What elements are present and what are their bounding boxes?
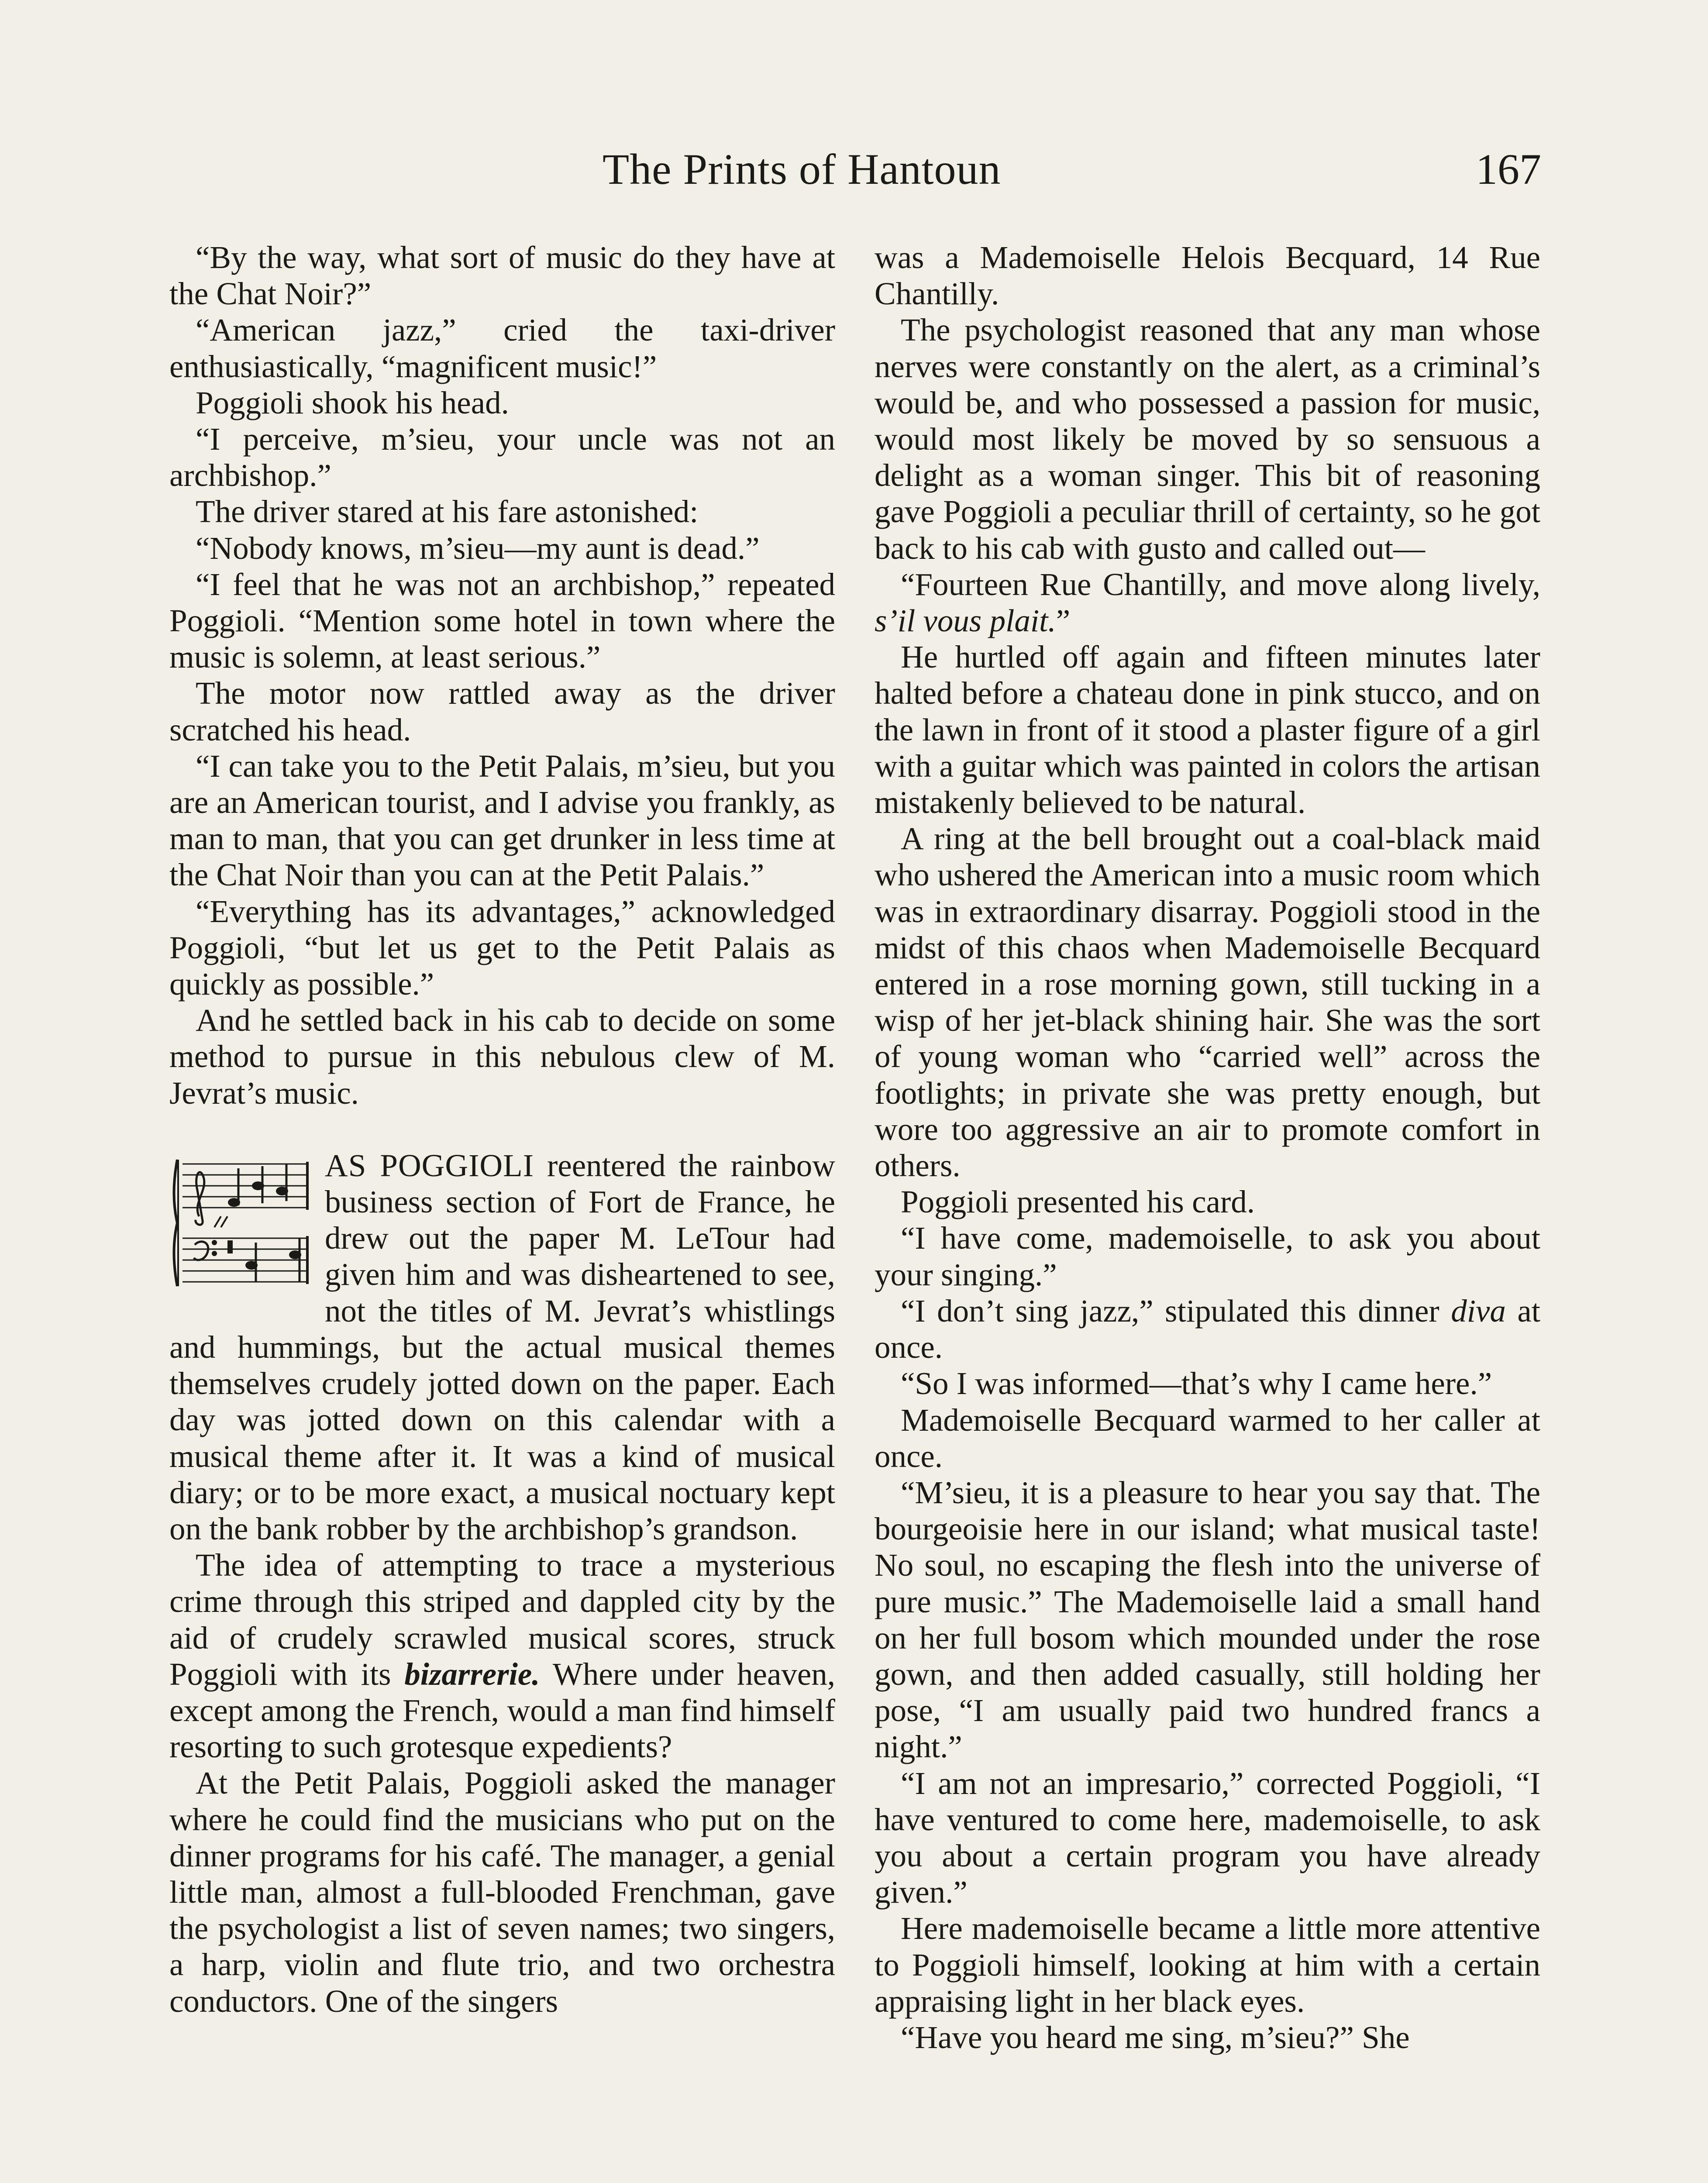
left-column	[169, 239, 835, 2019]
paragraph: “American jazz,” cried the taxi-driver enthusiastically, “magnificent music!”	[169, 312, 835, 384]
paragraph: The driver stared at his fare astonished:	[196, 494, 699, 530]
paragraph-text: “I don’t sing jazz,” stipulated this dinner	[901, 1293, 1451, 1329]
section-opening-paragraph	[169, 1147, 835, 1547]
paragraph: Poggioli presented his card.	[901, 1184, 1255, 1220]
paragraph: “Everything has its advantages,” acknowledged Poggioli, “but let us get to the Petit Palais as quickly as possible.”	[169, 893, 835, 1002]
paragraph: “Have you heard me sing, m’sieu?” She	[901, 2019, 1410, 2055]
paragraph: A ring at the bell brought out a coal-black maid who ushered the American into a music room which was in extraordinary disarray. Poggioli stood in the midst of this chaos when Mademoiselle Becquard entered in a rose morning gown, still tucking in a wisp of her jet-black shining hair. She was the sort of young woman who “carried well” across the footlights; in private she was pretty enough, but wore too aggressive an air to promote comfort in others.	[875, 821, 1540, 1184]
paragraph-text: ”	[1056, 603, 1071, 639]
paragraph	[169, 1547, 835, 1765]
paragraph-text: The idea of attempting to trace a mysterious crime through this striped and dappled city by the aid of crudely scrawled musical scores, struck Poggioli with its	[169, 1547, 835, 1692]
paragraph: “I can take you to the Petit Palais, m’sieu, but you are an American tourist, and I advise you frankly, as man to man, that you can get drunker in less time at the Chat Noir than you can at the Petit Palais.”	[169, 748, 835, 893]
paragraph: “Nobody knows, m’sieu—my aunt is dead.”	[196, 530, 760, 566]
paragraph: “I perceive, m’sieu, your uncle was not an archbishop.”	[169, 421, 835, 493]
paragraph	[875, 566, 1540, 639]
paragraph: The motor now rattled away as the driver scratched his head.	[169, 675, 835, 747]
paragraph: The psychologist reasoned that any man whose nerves were constantly on the alert, as a criminal’s would be, and who possessed a passion for music, would most likely be moved by so sensuous a delight as a woman singer. This bit of reasoning gave Poggioli a peculiar thrill of certainty, so he got back to his cab with gusto and called out—	[875, 312, 1540, 566]
paragraph: Mademoiselle Becquard warmed to her caller at once.	[875, 1402, 1540, 1474]
emphasis-text: s’il vous plait.	[875, 603, 1056, 639]
paragraph-text: Where under heaven, except among the French, would a man find himself resorting to such grotesque expedients?	[169, 1656, 835, 1765]
paragraph-text: reentered the rainbow business section of Fort de France, he drew out the paper M. LeTour had given him and was disheartened to see, not the titles of M. Jevrat’s whistlings and hummings, but the actual musical themes themselves crudely jotted down on the paper. Each day was jotted down on this calendar with a musical theme after it. It was a kind of musical diary; or to be more exact, a musical noctuary kept on the bank robber by the archbishop’s grandson.	[169, 1147, 835, 1546]
page-header: The Prints of Hantoun	[603, 145, 1001, 193]
paragraph-text: at once.	[875, 1293, 1540, 1365]
paragraph: He hurtled off again and fifteen minutes later halted before a chateau done in pink stucco, and on the lawn in front of it stood a plaster figure of a girl with a guitar which was painted in colors the artisan mistakenly believed to be natural.	[875, 639, 1540, 820]
paragraph: “So I was informed—that’s why I came here.”	[901, 1366, 1492, 1401]
emphasis-text: bizarrerie.	[404, 1656, 540, 1692]
paragraph: Poggioli shook his head.	[196, 385, 509, 420]
paragraph: At the Petit Palais, Poggioli asked the manager where he could find the musicians who put on the dinner programs for his café. The manager, a genial little man, almost a full-blooded Frenchman, gave the psychologist a list of seven names; two singers, a harp, violin and flute trio, and two orchestra conductors. One of the singers	[169, 1765, 835, 2019]
paragraph	[875, 1293, 1540, 1365]
paragraph: And he settled back in his cab to decide on some method to pursue in this nebulous clew of M. Jevrat’s music.	[169, 1002, 835, 1111]
music-notation-icon	[169, 1151, 313, 1295]
paragraph: “I feel that he was not an archbishop,” repeated Poggioli. “Mention some hotel in town where the music is solemn, at least serious.”	[169, 566, 835, 675]
paragraph: “I have come, mademoiselle, to ask you about your singing.”	[875, 1220, 1540, 1292]
paragraph: “I am not an impresario,” corrected Poggioli, “I have ventured to come here, mademoiselle, to ask you about a certain program you have already given.”	[875, 1765, 1540, 1910]
paragraph: was a Mademoiselle Helois Becquard, 14 Rue Chantilly.	[875, 240, 1540, 312]
emphasis-text: diva	[1451, 1293, 1506, 1329]
paragraph: “By the way, what sort of music do they have at the Chat Noir?”	[169, 240, 835, 312]
page-number: 167	[1476, 145, 1541, 193]
section-lead-words: AS POGGIOLI	[325, 1147, 534, 1183]
paragraph: Here mademoiselle became a little more attentive to Poggioli himself, looking at him with a certain appraising light in her black eyes.	[875, 1911, 1540, 2019]
paragraph: “M’sieu, it is a pleasure to hear you say that. The bourgeoisie here in our island; what musical taste! No soul, no escaping the flesh into the universe of pure music.” The Mademoiselle laid a small hand on her full bosom which mounded under the rose gown, and then added casually, still holding her pose, “I am usually paid two hundred francs a night.”	[875, 1474, 1540, 1765]
right-column	[875, 239, 1540, 2056]
paragraph-text: “Fourteen Rue Chantilly, and move along lively,	[901, 566, 1540, 602]
